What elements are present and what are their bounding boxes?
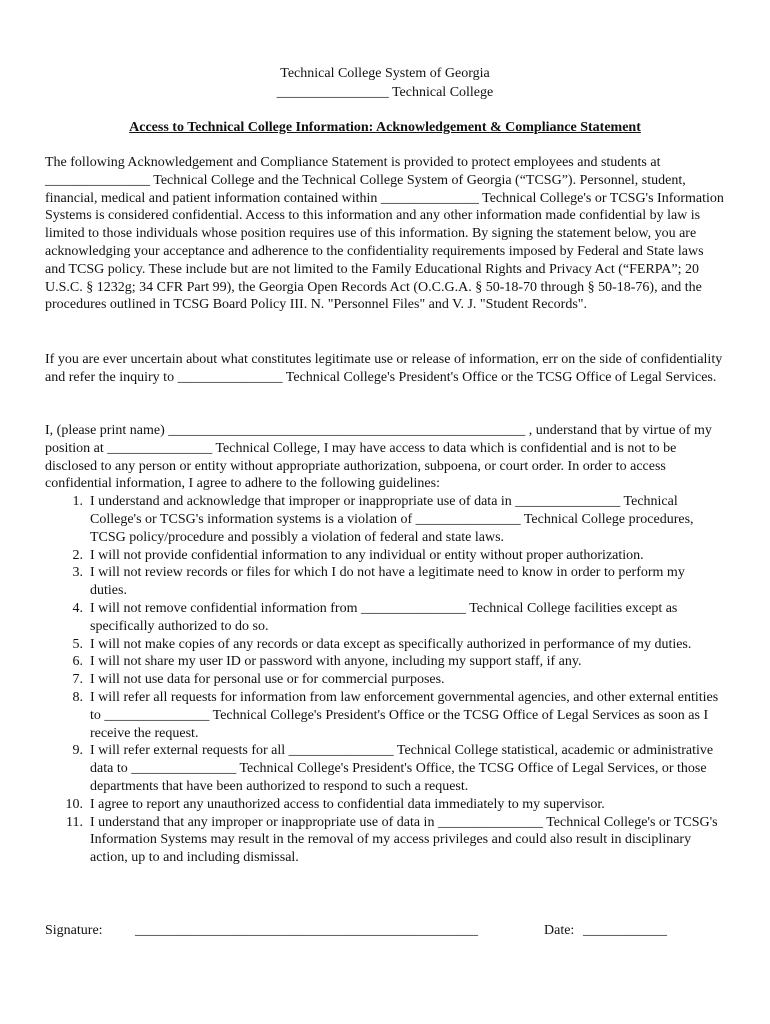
item-number: 9.	[72, 743, 83, 759]
item-number: 1.	[72, 494, 83, 510]
item-text: I will refer all requests for information from law enforcement governmental agencies, and other external entities to _______________ Technical College's President's Office or the TCSG Office of Legal Services as soon as I receive the request.	[90, 689, 719, 741]
date-label: Date:	[544, 923, 575, 938]
item-text: I will not make copies of any records or data except as specifically authorized in performance of my duties.	[90, 636, 692, 652]
document-title: Access to Technical College Information: Acknowledgement & Compliance Statement	[129, 120, 641, 135]
list-item	[45, 636, 725, 654]
list-item	[45, 547, 725, 565]
item-text: I will not use data for personal use or for commercial purposes.	[90, 672, 445, 688]
item-text: I will not review records or files for which I do not have a legitimate need to know in order to perform my duties.	[90, 565, 685, 599]
item-number: 6.	[72, 654, 83, 670]
item-number: 5.	[72, 636, 83, 652]
item-text: I agree to report any unauthorized access to confidential data immediately to my supervisor.	[90, 796, 605, 812]
item-number: 8.	[72, 689, 83, 705]
college-name-blank: ________________ Technical College	[276, 84, 494, 100]
list-item	[45, 814, 725, 867]
agreement-paragraph: I, (please print name) ___________________________________________________ , understand that by virtue of my position at _______________ Technical College, I may have access to data which is confidential and is not to be disclosed to any person or entity without appropriate authorization, subpoena, or court order. In order to access confidential information, I agree to adhere to the following guidelines:	[45, 423, 712, 492]
item-text: I understand and acknowledge that improper or inappropriate use of data in _______________ Technical College's or TCSG's information systems is a violation of _______________ Technical College procedures, TCSG policy/procedure and possibly a violation of federal and state laws.	[90, 494, 694, 545]
list-item	[45, 689, 725, 742]
list-item	[45, 796, 725, 814]
item-text: I will not share my user ID or password with anyone, including my support staff, if any.	[90, 654, 582, 670]
guidelines-list	[45, 493, 725, 867]
agreement-section	[45, 422, 725, 867]
date-line: ____________	[583, 923, 667, 938]
uncertainty-paragraph	[45, 351, 725, 387]
document-header	[0, 65, 770, 102]
signature-row	[45, 922, 725, 942]
list-item	[45, 671, 725, 689]
item-number: 7.	[72, 672, 83, 688]
list-item	[45, 564, 725, 600]
list-item	[45, 600, 725, 636]
item-number: 3.	[72, 565, 83, 581]
paragraph-text: The following Acknowledgement and Compliance Statement is provided to protect employees and students at _______________ Technical College and the Technical College System of Georgia (“TCSG”). Personnel, student, financial, medical and patient information contained within ______________ Technical College's or TCSG's Information Systems is considered confidential. Access to this information and any other information made confidential by law is limited to those individuals whose position requires use of this information. By signing the statement below, you are acknowledging your acceptance and adherence to the confidentiality requirements imposed by Federal and State laws and TCSG policy. These include but are not limited to the Family Educational Rights and Privacy Act (“FERPA”; 20 U.S.C. § 1232g; 34 CFR Part 99), the Georgia Open Records Act (O.C.G.A. § 50-18-70 through § 50-18-76), and the procedures outlined in TCSG Board Policy III. N. "Personnel Files" and V. J. "Student Records".	[45, 155, 724, 313]
item-number: 11.	[66, 814, 83, 830]
item-number: 4.	[72, 600, 83, 616]
intro-paragraph	[45, 154, 725, 314]
item-text: I will not provide confidential information to any individual or entity without proper authorization.	[90, 547, 644, 563]
item-text: I understand that any improper or inappropriate use of data in _______________ Technical College's or TCSG's Information Systems may result in the removal of my access privileges and could also result in disciplinary action, up to and including dismissal.	[90, 814, 718, 866]
item-text: I will not remove confidential information from _______________ Technical College facilities except as specifically authorized to do so.	[90, 600, 678, 634]
item-number: 2.	[72, 547, 83, 563]
list-item	[45, 742, 725, 795]
paragraph-text: If you are ever uncertain about what constitutes legitimate use or release of information, err on the side of confidentiality and refer the inquiry to _______________ Technical College's President's Office or the TCSG Office of Legal Services.	[45, 352, 723, 385]
item-number: 10.	[65, 796, 83, 812]
item-text: I will refer external requests for all _______________ Technical College statistical, academic or administrative data to _______________ Technical College's President's Office, the TCSG Office of Legal Services, or those departments that have been authorized to respond to such a request.	[90, 743, 714, 794]
org-name: Technical College System of Georgia	[280, 66, 490, 81]
list-item	[45, 653, 725, 671]
signature-line: _________________________________________________	[135, 923, 478, 938]
list-item	[45, 493, 725, 546]
signature-label: Signature:	[45, 923, 103, 938]
